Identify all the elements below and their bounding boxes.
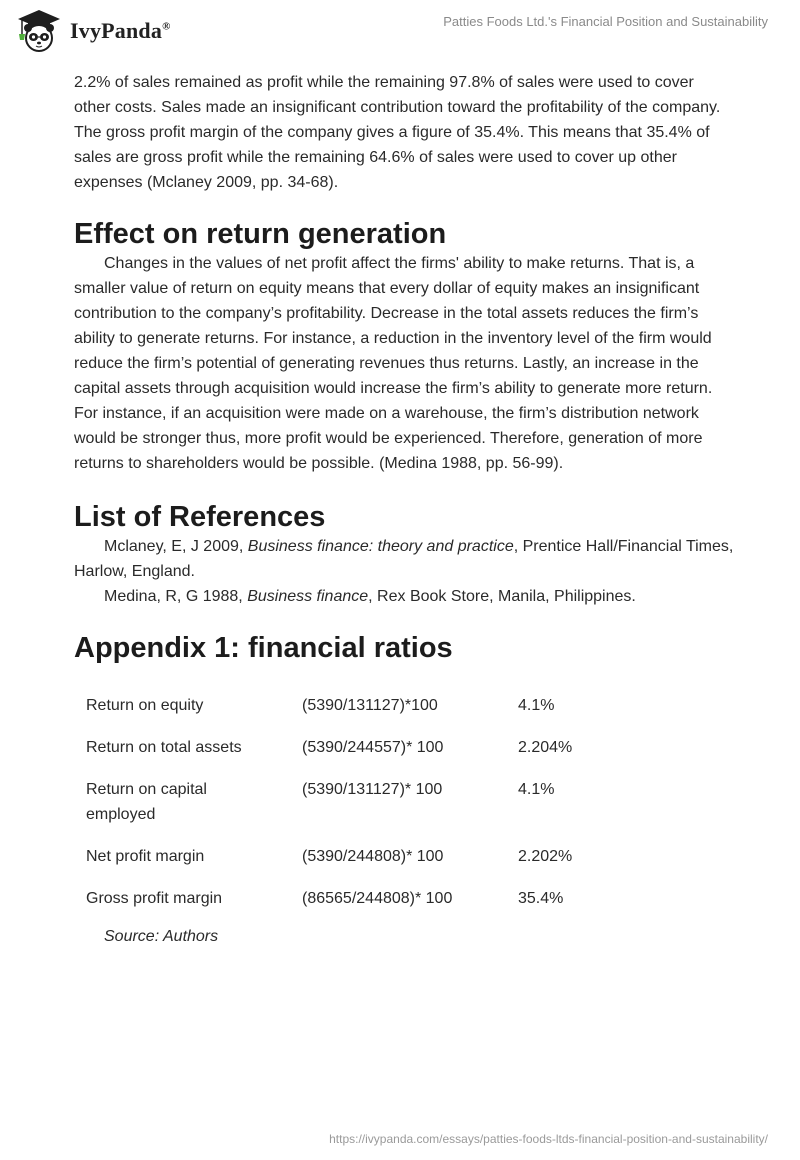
ivypanda-logo[interactable] bbox=[14, 8, 171, 54]
ratio-name: Net profit margin bbox=[86, 848, 205, 865]
ratio-value: 2.204% bbox=[518, 739, 573, 756]
reference-item: Medina, R, G 1988, Business finance, Rex Book Store, Manila, Philippines. bbox=[104, 588, 636, 605]
ratio-value: 4.1% bbox=[518, 697, 555, 714]
ratio-formula: (86565/244808)* 100 bbox=[302, 890, 453, 907]
table-source-note: Source: Authors bbox=[104, 928, 219, 945]
ratio-name: Return on equity bbox=[86, 697, 204, 714]
ratio-formula: (5390/131127)*100 bbox=[302, 697, 438, 714]
ratio-formula: (5390/244557)* 100 bbox=[302, 739, 444, 756]
footer-url-link[interactable]: https://ivypanda.com/essays/patties-foods-ltds-financial-position-and-sustainability/ bbox=[329, 1132, 768, 1146]
heading-list-of-references: List of References bbox=[74, 501, 326, 533]
ratio-formula: (5390/244808)* 100 bbox=[302, 848, 444, 865]
reference-title: Business finance bbox=[247, 588, 369, 605]
intro-paragraph: 2.2% of sales remained as profit while the remaining 97.8% of sales were used to cover other costs. Sales made an insignificant contribution toward the profitability of the company. The gross profit margin of the company gives a figure of 35.4%. This means that 35.4% of sales are gross profit while the remaining 64.6% of sales were used to cover up other expenses (Mclaney 2009, pp. 34-68). bbox=[74, 74, 721, 191]
page-header bbox=[0, 0, 800, 64]
table-row bbox=[74, 689, 690, 731]
ratio-value: 35.4% bbox=[518, 890, 564, 907]
table-row bbox=[74, 840, 690, 882]
ratio-formula: (5390/131127)* 100 bbox=[302, 781, 443, 798]
ratio-value: 2.202% bbox=[518, 848, 573, 865]
ratio-name: Return on total assets bbox=[86, 739, 242, 756]
ratio-name: Gross profit margin bbox=[86, 890, 223, 907]
heading-effect-on-return-generation: Effect on return generation bbox=[74, 218, 447, 250]
table-row bbox=[74, 731, 690, 773]
document-title: Patties Foods Ltd.'s Financial Position and Sustainability bbox=[443, 14, 768, 29]
document-body bbox=[74, 70, 734, 949]
table-row bbox=[74, 773, 690, 840]
panda-graduate-icon bbox=[14, 8, 64, 54]
effect-paragraph: Changes in the values of net profit affect the firms' ability to make returns. That is, a smaller value of return on equity means that every dollar of equity makes an insignificant contribution to the company’s profitability. Decrease in the total assets reduces the firm’s ability to generate returns. For instance, a reduction in the inventory level of the firm would reduce the firm’s potential of generating revenues thus returns. Lastly, an increase in the capital assets through acquisition would increase the firm’s ability to generate more return. For instance, if an acquisition were made on a warehouse, the firm’s distribution network would be stronger thus, more profit would be experienced. Therefore, generation of more returns to shareholders would be possible. (Medina 1988, pp. 56-99). bbox=[74, 255, 713, 472]
ratio-name: Return on capital employed bbox=[86, 781, 207, 823]
logo-text: IvyPanda® bbox=[70, 18, 171, 43]
reference-item: Mclaney, E, J 2009, Business finance: theory and practice, Prentice Hall/Financial Times, Harlow, England. bbox=[74, 538, 734, 580]
reference-title: Business finance: theory and practice bbox=[247, 538, 514, 555]
ratio-value: 4.1% bbox=[518, 781, 555, 798]
financial-ratios-table bbox=[74, 689, 690, 924]
table-row bbox=[74, 882, 690, 924]
heading-appendix-financial-ratios: Appendix 1: financial ratios bbox=[74, 632, 453, 664]
